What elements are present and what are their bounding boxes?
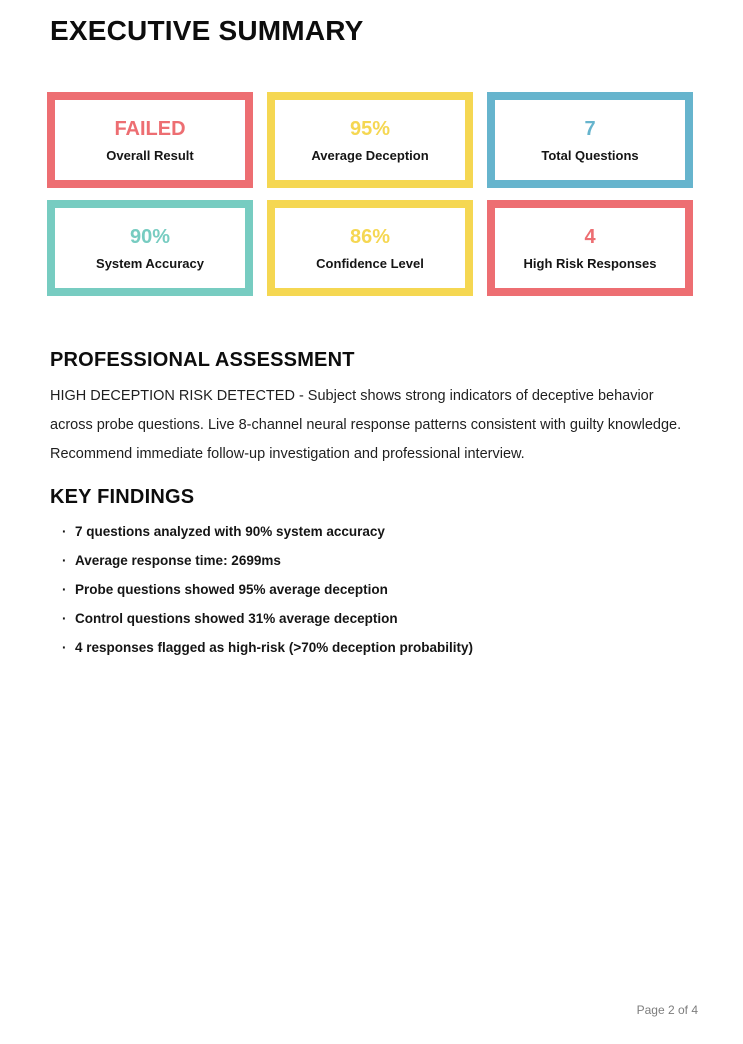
finding-text: Control questions showed 31% average deception <box>75 611 398 626</box>
finding-item <box>62 633 697 662</box>
key-findings-section <box>47 485 697 662</box>
professional-assessment-text: HIGH DECEPTION RISK DETECTED - Subject shows strong indicators of deceptive behavior across probe questions. Live 8-channel neural response patterns consistent with guilty knowledge. Recommend immediate follow-up investigation and professional interview. <box>50 388 682 462</box>
stat-card-grid <box>47 92 697 296</box>
stat-label-high-risk-responses: High Risk Responses <box>523 256 657 271</box>
stat-value-confidence-level: 86% <box>349 226 391 248</box>
stat-card-average-deception <box>267 92 473 188</box>
stat-value-average-deception: 95% <box>349 118 391 140</box>
stat-value-system-accuracy: 90% <box>129 226 171 248</box>
finding-item <box>62 575 697 604</box>
stat-label-confidence-level: Confidence Level <box>316 256 424 271</box>
bullet-glyph: · <box>62 640 67 655</box>
key-findings-heading: KEY FINDINGS <box>50 486 195 508</box>
finding-text: 4 responses flagged as high-risk (>70% deception probability) <box>75 640 473 655</box>
stat-label-overall-result: Overall Result <box>106 148 194 163</box>
stat-value-overall-result: FAILED <box>114 118 186 140</box>
page-title: EXECUTIVE SUMMARY <box>50 15 364 46</box>
stat-value-high-risk-responses: 4 <box>584 226 596 248</box>
bullet-glyph: · <box>62 611 67 626</box>
bullet-glyph: · <box>62 524 67 539</box>
finding-item <box>62 546 697 575</box>
stat-value-total-questions: 7 <box>584 118 596 140</box>
stat-label-total-questions: Total Questions <box>541 148 639 163</box>
finding-text: 7 questions analyzed with 90% system accuracy <box>75 524 385 539</box>
finding-item <box>62 604 697 633</box>
stat-card-confidence-level <box>267 200 473 296</box>
professional-assessment-section <box>47 348 697 469</box>
stat-card-total-questions <box>487 92 693 188</box>
finding-text: Probe questions showed 95% average deception <box>75 582 388 597</box>
stat-label-average-deception: Average Deception <box>311 148 429 163</box>
stat-card-high-risk-responses <box>487 200 693 296</box>
page-number-indicator: Page 2 of 4 <box>636 1003 698 1017</box>
stat-card-overall-result <box>47 92 253 188</box>
professional-assessment-heading: PROFESSIONAL ASSESSMENT <box>50 349 355 371</box>
key-findings-list <box>47 517 697 662</box>
bullet-glyph: · <box>62 553 67 568</box>
stat-card-system-accuracy <box>47 200 253 296</box>
finding-text: Average response time: 2699ms <box>75 553 281 568</box>
bullet-glyph: · <box>62 582 67 597</box>
stat-label-system-accuracy: System Accuracy <box>96 256 204 271</box>
finding-item <box>62 517 697 546</box>
